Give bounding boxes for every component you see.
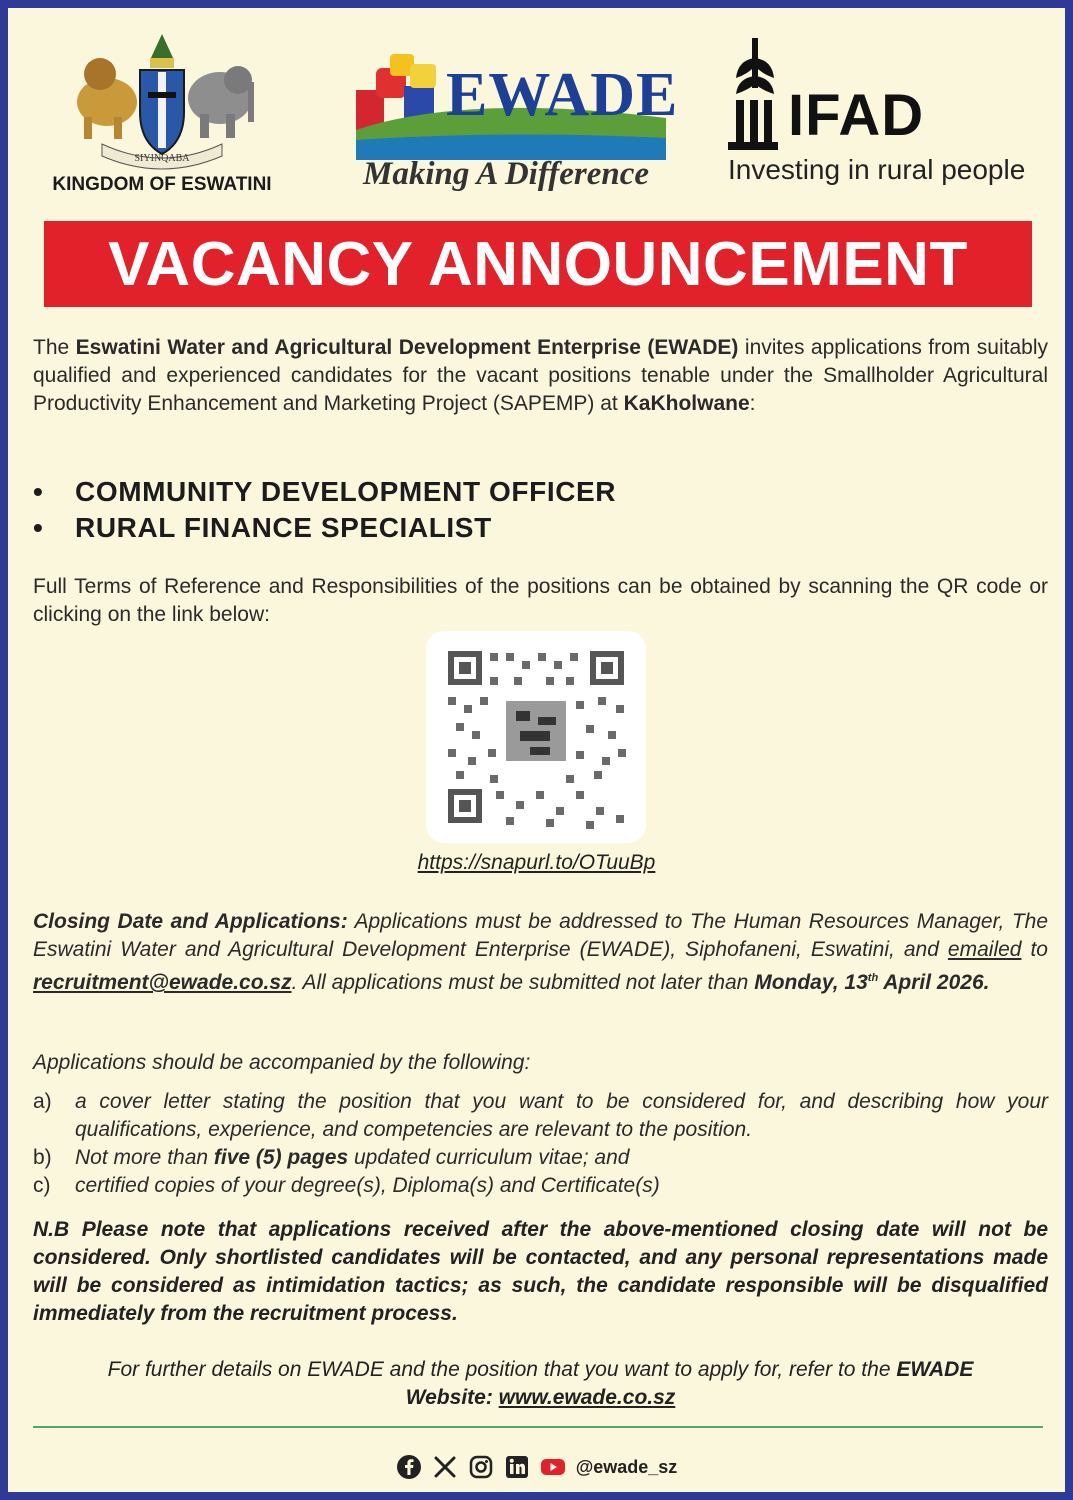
requirements-intro: Applications should be accompanied by the following:	[33, 1051, 531, 1074]
further-details	[33, 1356, 1048, 1412]
facebook-icon[interactable]	[396, 1454, 422, 1480]
position-title: COMMUNITY DEVELOPMENT OFFICER	[75, 476, 617, 507]
ifad-logo	[728, 30, 1058, 200]
nb-notice: N.B Please note that applications received after the above-mentioned closing date will not be considered. Only shortlisted candidates will be contacted, and any personal representations made will be considered as intimidation tactics; as such, the candidate responsible will be disqualified immediately from the recruitment process.	[33, 1218, 1048, 1325]
divider	[33, 1426, 1043, 1428]
ewade-wordmark: EWADE	[446, 61, 679, 129]
list-text: updated curriculum vitae; and	[348, 1146, 630, 1169]
page-limit: five (5) pages	[213, 1146, 349, 1169]
email-link[interactable]: recruitment@ewade.co.sz	[33, 971, 292, 994]
ewade-label: EWADE	[896, 1358, 974, 1381]
qr-code-icon	[426, 631, 646, 843]
closing-text: to	[1021, 938, 1048, 961]
list-marker: b)	[33, 1146, 52, 1169]
instagram-icon[interactable]	[468, 1454, 494, 1480]
ifad-wordmark: IFAD	[788, 83, 925, 148]
youtube-icon[interactable]	[540, 1454, 566, 1480]
position-item	[33, 512, 1033, 548]
intro-text: The	[33, 336, 76, 359]
motto-text: SIYINQABA	[134, 153, 190, 164]
closing-date: Monday, 13	[754, 971, 868, 994]
terms-link[interactable]: https://snapurl.to/OTuuBp	[417, 851, 656, 874]
eswatini-coat-of-arms	[32, 32, 292, 202]
list-text: a cover letter stating the position that you want to be considered for, and describing how your qualifications, experience, and competencies are relevant to the position.	[75, 1090, 1048, 1141]
closing-date: April 2026.	[878, 971, 990, 994]
coat-of-arms-icon	[62, 32, 262, 172]
bullet: •	[33, 512, 44, 543]
list-text: certified copies of your degree(s), Diploma(s) and Certificate(s)	[75, 1174, 660, 1197]
ewade-tagline: Making A Difference	[363, 156, 649, 192]
closing-label: Closing Date and Applications:	[33, 910, 348, 933]
bullet: •	[33, 476, 44, 507]
x-icon[interactable]	[432, 1454, 458, 1480]
ewade-logo	[346, 38, 679, 208]
website-label: Website:	[405, 1386, 493, 1409]
intro-paragraph	[33, 334, 1048, 418]
list-marker: c)	[33, 1174, 51, 1197]
closing-text: Applications must be addressed to The Human Resources Manager, The Eswatini Water and Agricultural Development Enterprise (EWADE), Siphofaneni, Eswatini, and	[33, 910, 1049, 961]
intro-text: invites applications from suitably qualified and experienced candidates for the vacant positions tenable under the Smallholder Agricultural Productivity Enhancement and Marketing Project (SAPEMP) at	[33, 336, 1048, 415]
vacancy-poster	[8, 8, 1065, 1492]
closing-text: . All applications must be submitted not later than	[291, 971, 755, 994]
list-item	[33, 1144, 1048, 1172]
logo-header	[8, 8, 1065, 223]
list-item	[33, 1088, 1048, 1144]
social-handle[interactable]: @ewade_sz	[575, 1456, 678, 1477]
kingdom-label: KINGDOM OF ESWATINI	[52, 174, 272, 195]
closing-paragraph	[33, 908, 1048, 997]
linkedin-icon[interactable]	[504, 1454, 530, 1480]
emailed-text: emailed	[947, 938, 1022, 961]
requirements-list	[33, 1088, 1048, 1200]
positions-list	[33, 476, 1033, 548]
list-text: Not more than	[75, 1146, 214, 1169]
list-item	[33, 1172, 1048, 1200]
social-bar	[8, 1454, 1065, 1484]
ifad-wheat-icon	[728, 38, 788, 158]
position-title: RURAL FINANCE SPECIALIST	[75, 512, 492, 543]
further-text: For further details on EWADE and the position that you want to apply for, refer to the	[107, 1358, 897, 1381]
terms-paragraph: Full Terms of Reference and Responsibilities of the positions can be obtained by scanning the QR code or clicking on the link below:	[33, 575, 1048, 626]
vacancy-banner: VACANCY ANNOUNCEMENT	[44, 221, 1032, 307]
intro-text: :	[749, 392, 756, 415]
qr-code[interactable]	[426, 631, 646, 843]
list-marker: a)	[33, 1090, 52, 1113]
organization-name: Eswatini Water and Agricultural Development Enterprise (EWADE)	[75, 336, 739, 359]
date-suffix: th	[867, 972, 879, 984]
position-item	[33, 476, 1033, 512]
location-name: KaKholwane	[623, 392, 750, 415]
website-link[interactable]: www.ewade.co.sz	[498, 1386, 676, 1409]
ifad-tagline: Investing in rural people	[728, 154, 1026, 185]
